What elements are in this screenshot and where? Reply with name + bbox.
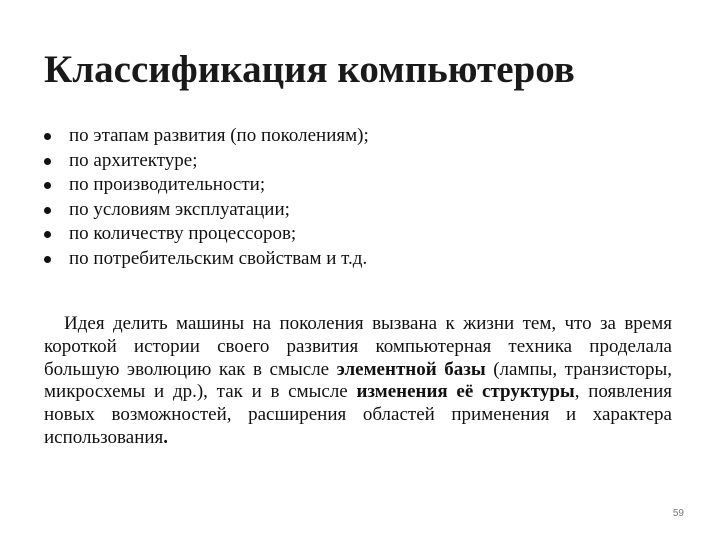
list-item: [44, 149, 644, 174]
body-paragraph: [44, 313, 672, 450]
paragraph-text: Идея делить машины на поколения вызвана к жизни тем, что за время короткой истории своего развития компьютерная техника проделала большую эволюцию как в смысле: [44, 313, 672, 380]
bullet-text: по архитектуре;: [69, 149, 198, 171]
slide-title: Классификация компьютеров: [44, 48, 575, 91]
list-item: [44, 247, 644, 272]
page-number: 59: [672, 508, 684, 519]
bullet-text: по количеству процессоров;: [69, 223, 297, 244]
paragraph-text: , появления новых возможностей, расширения областей применения и характера использования: [44, 381, 672, 448]
bullet-dot-icon: [44, 158, 51, 165]
bullet-list: [44, 124, 644, 271]
bullet-dot-icon: [44, 133, 51, 140]
emphasis-structure-change: изменения её структуры: [356, 381, 575, 403]
bullet-text: по производительности;: [69, 174, 266, 195]
list-item: [44, 222, 644, 247]
paragraph-final-period: .: [163, 426, 169, 448]
list-item: [44, 124, 644, 149]
list-item: [44, 198, 644, 223]
bullet-text: по этапам развития (по поколениям);: [69, 125, 369, 146]
bullet-dot-icon: [44, 231, 51, 238]
emphasis-element-base: элементной базы: [336, 358, 486, 380]
paragraph-text: (лампы, транзисторы, микросхемы и др.), так и в смысле: [44, 358, 672, 403]
list-item: [44, 173, 644, 198]
bullet-dot-icon: [44, 182, 51, 189]
bullet-text: по потребительским свойствам и т.д.: [69, 247, 368, 269]
bullet-dot-icon: [44, 256, 51, 263]
bullet-text: по условиям эксплуатации;: [69, 198, 290, 220]
bullet-dot-icon: [44, 207, 51, 214]
